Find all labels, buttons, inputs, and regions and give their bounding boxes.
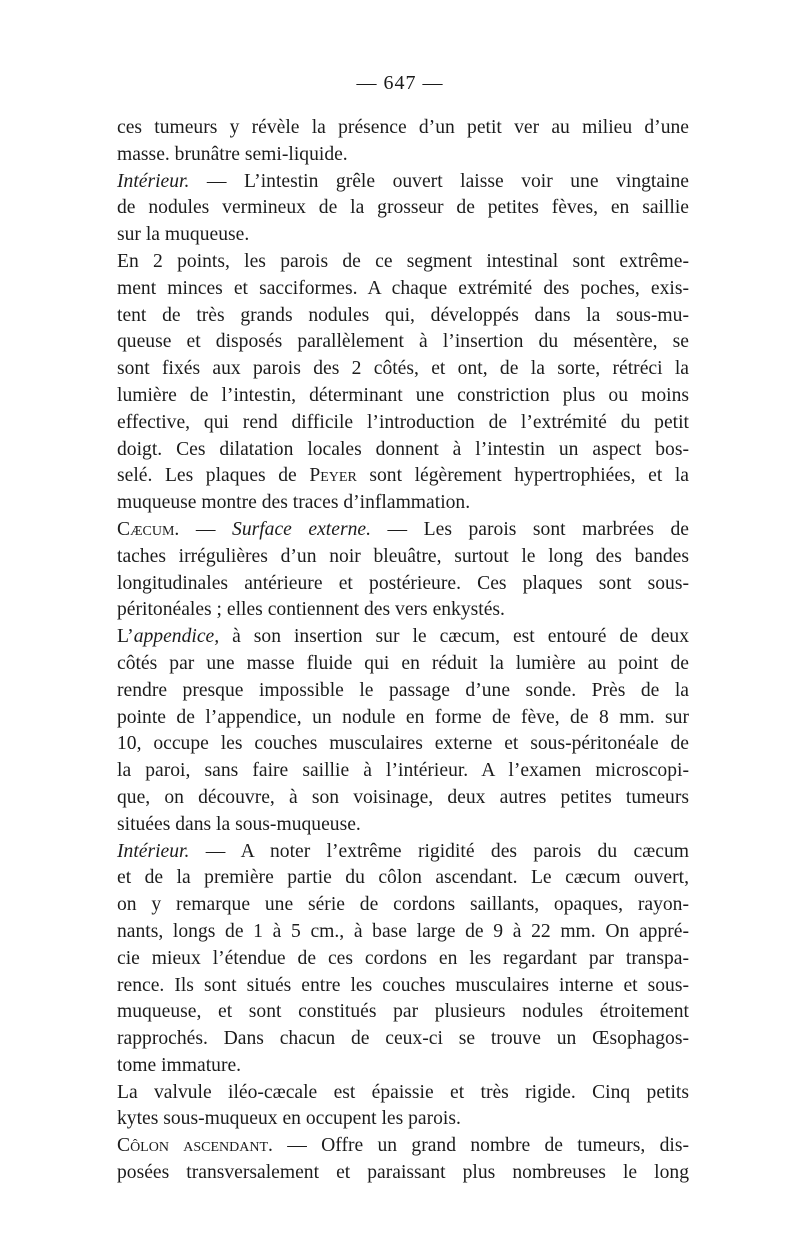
text-line xyxy=(117,383,689,410)
text-run: à son insertion sur le cæcum, est entouré de deux xyxy=(219,626,689,648)
text-run: — A noter l’extrême rigidité des parois du cæcum xyxy=(189,840,689,862)
text-run: tome immature. xyxy=(117,1054,242,1076)
text-run: 10, occupe les couches musculaires externe et sous-péritonéale de xyxy=(117,733,689,755)
text-line xyxy=(117,597,689,624)
text-run: — L’intestin grêle ouvert laisse voir une vingtaine xyxy=(189,170,689,192)
small-caps-text: Côlon ascendant. xyxy=(117,1135,273,1157)
text-run: taches irrégulières d’un noir bleuâtre, surtout le long des bandes xyxy=(117,545,689,567)
text-line xyxy=(117,865,689,892)
body-text xyxy=(117,115,689,1187)
text-line xyxy=(117,544,689,571)
text-line xyxy=(117,437,689,464)
text-line xyxy=(117,999,689,1026)
text-line xyxy=(117,463,689,490)
text-run: on y remarque une série de cordons saillants, opaques, rayon- xyxy=(117,894,689,916)
text-line xyxy=(117,1133,689,1160)
italic-text: appendice, xyxy=(133,626,220,648)
text-line xyxy=(117,919,689,946)
text-line xyxy=(117,222,689,249)
text-line xyxy=(117,758,689,785)
text-line xyxy=(117,195,689,222)
small-caps-text: Peyer xyxy=(309,465,357,487)
text-line xyxy=(117,142,689,169)
italic-text: Intérieur. xyxy=(117,170,190,192)
text-run: lumière de l’intestin, déterminant une constriction plus ou moins xyxy=(117,384,689,406)
text-run: ment minces et sacciformes. A chaque extrémité des poches, exis- xyxy=(117,277,689,299)
text-line xyxy=(117,329,689,356)
text-line xyxy=(117,490,689,517)
text-line xyxy=(117,731,689,758)
text-run: côtés par une masse fluide qui en réduit la lumière au point de xyxy=(117,652,689,674)
text-run: ces tumeurs y révèle la présence d’un petit ver au milieu d’une xyxy=(117,117,689,138)
small-caps-text: Cæcum. xyxy=(117,518,180,540)
text-line xyxy=(117,973,689,1000)
text-line xyxy=(117,678,689,705)
text-run: kytes sous-muqueux en occupent les parois. xyxy=(117,1108,461,1130)
text-line xyxy=(117,705,689,732)
text-run: masse. brunâtre semi-liquide. xyxy=(117,143,348,165)
text-run: doigt. Ces dilatation locales donnent à l’intestin un aspect bos- xyxy=(117,438,689,460)
page-number: — 647 — xyxy=(356,72,444,94)
text-line xyxy=(117,1026,689,1053)
text-run: effective, qui rend difficile l’introduction de l’extrémité du petit xyxy=(117,411,689,433)
text-run: cie mieux l’étendue de ces cordons en les regardant par transpa- xyxy=(117,947,689,969)
text-run: muqueuse, et sont constitués par plusieurs nodules étroitement xyxy=(117,1001,689,1023)
text-run: tent de très grands nodules qui, développés dans la sous-mu- xyxy=(117,304,689,326)
text-run: pointe de l’appendice, un nodule en forme de fève, de 8 mm. sur xyxy=(117,706,689,728)
text-run: longitudinales antérieure et postérieure. Ces plaques sont sous- xyxy=(117,572,689,594)
text-run: La valvule iléo-cæcale est épaissie et très rigide. Cinq petits xyxy=(117,1081,689,1103)
text-run: situées dans la sous-muqueuse. xyxy=(117,813,361,835)
text-run: posées transversalement et paraissant plus nombreuses le long xyxy=(117,1162,689,1184)
text-line xyxy=(117,892,689,919)
text-line xyxy=(117,1053,689,1080)
text-line xyxy=(117,839,689,866)
text-run: péritonéales ; elles contiennent des vers enkystés. xyxy=(117,599,505,621)
text-line xyxy=(117,249,689,276)
text-run: de nodules vermineux de la grosseur de petites fèves, en saillie xyxy=(117,197,689,219)
text-line xyxy=(117,1160,689,1187)
text-run: rence. Ils sont situés entre les couches musculaires interne et sous- xyxy=(117,974,689,996)
text-line xyxy=(117,410,689,437)
text-line xyxy=(117,571,689,598)
text-line xyxy=(117,624,689,651)
text-line xyxy=(117,169,689,196)
italic-text: Intérieur. xyxy=(117,840,190,862)
text-run: sur la muqueuse. xyxy=(117,224,250,246)
text-run: sont légèrement hypertrophiées, et la xyxy=(356,465,689,487)
text-run: En 2 points, les parois de ce segment intestinal sont extrême- xyxy=(117,250,689,272)
text-run: muqueuse montre des traces d’inflammation. xyxy=(117,492,471,514)
text-line xyxy=(117,651,689,678)
text-line xyxy=(117,356,689,383)
text-line xyxy=(117,785,689,812)
text-run: la paroi, sans faire saillie à l’intérieur. A l’examen microscopi- xyxy=(117,760,689,782)
text-line xyxy=(117,812,689,839)
text-line xyxy=(117,303,689,330)
text-line xyxy=(117,276,689,303)
text-run: et de la première partie du côlon ascendant. Le cæcum ouvert, xyxy=(117,867,689,889)
text-run: selé. Les plaques de xyxy=(117,465,310,487)
text-run: — xyxy=(179,518,233,540)
text-line xyxy=(117,1106,689,1133)
text-run: nants, longs de 1 à 5 cm., à base large de 9 à 22 mm. On appré- xyxy=(117,920,689,942)
text-run: queuse et disposés parallèlement à l’insertion du mésentère, se xyxy=(117,331,689,353)
text-run: rendre presque impossible le passage d’une sonde. Près de la xyxy=(117,679,689,701)
text-run: que, on découvre, à son voisinage, deux autres petites tumeurs xyxy=(117,786,689,808)
text-line xyxy=(117,1080,689,1107)
text-line xyxy=(117,115,689,142)
italic-text: Surface externe. xyxy=(232,518,371,540)
text-run: L’ xyxy=(117,626,134,648)
text-run: — Offre un grand nombre de tumeurs, dis- xyxy=(272,1135,689,1157)
text-line xyxy=(117,946,689,973)
text-run: rapprochés. Dans chacun de ceux-ci se trouve un Œsophagos- xyxy=(117,1028,689,1050)
text-run: sont fixés aux parois des 2 côtés, et ont, de la sorte, rétréci la xyxy=(117,358,689,380)
text-run: — Les parois sont marbrées de xyxy=(370,518,689,540)
text-line xyxy=(117,517,689,544)
